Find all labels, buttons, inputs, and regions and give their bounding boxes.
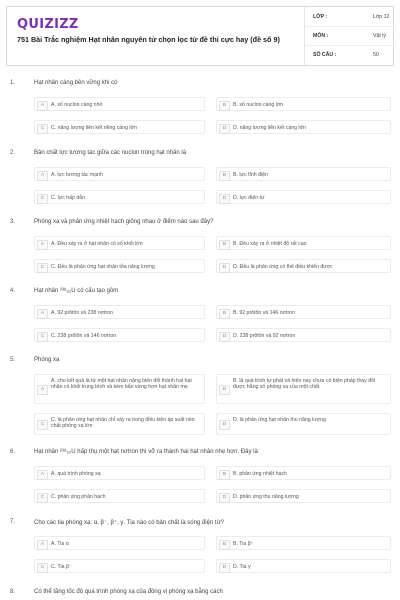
option-d[interactable] bbox=[216, 190, 391, 204]
count-value: 50 bbox=[373, 52, 379, 58]
option-letter: B bbox=[219, 240, 230, 250]
question-number: 2. bbox=[10, 150, 16, 156]
option-letter: A bbox=[37, 470, 48, 480]
option-text: B. 92 prôtôn và 146 nơtron bbox=[233, 310, 295, 316]
option-letter: C bbox=[37, 420, 48, 430]
worksheet-header bbox=[6, 6, 394, 66]
option-letter: B bbox=[219, 309, 230, 319]
option-text: D. phản ứng thu năng lượng bbox=[233, 494, 299, 500]
question-number: 5. bbox=[10, 357, 16, 363]
option-a[interactable] bbox=[34, 236, 205, 250]
option-letter: B bbox=[219, 171, 230, 181]
option-text: D. là phản ứng hạt nhân thu năng lượng bbox=[233, 417, 326, 423]
option-text: D. 238 prôtôn và 92 nơtron bbox=[233, 333, 296, 339]
option-letter: D bbox=[219, 194, 230, 204]
subject-label: MÔN : bbox=[313, 33, 329, 39]
option-letter: A bbox=[37, 309, 48, 319]
option-text: C. lực hấp dẫn bbox=[51, 195, 86, 201]
option-d[interactable] bbox=[216, 413, 391, 435]
question-number: 3. bbox=[10, 219, 16, 225]
option-text: C. là phản ứng hạt nhân chỉ xảy ra trong điều kiện áp suất nén chất phóng xạ lớn bbox=[51, 417, 195, 430]
option-text: C. Đều là phản ứng hạt nhân tỏa năng lượng bbox=[51, 264, 155, 270]
question-text: Phóng xạ bbox=[34, 357, 60, 363]
subject-row bbox=[305, 26, 396, 46]
option-letter: D bbox=[219, 563, 230, 573]
option-letter: C bbox=[37, 194, 48, 204]
option-text: A. 92 prôtôn và 238 nơtron bbox=[51, 310, 113, 316]
option-text: C. 238 prôtôn và 146 nơtron bbox=[51, 333, 117, 339]
class-label: LỚP : bbox=[313, 14, 328, 20]
option-a[interactable] bbox=[34, 536, 205, 550]
option-letter: C bbox=[37, 124, 48, 134]
question-number: 7. bbox=[10, 519, 16, 525]
option-b[interactable] bbox=[216, 167, 391, 181]
option-text: B. Đều xảy ra ở nhiệt độ rất cao bbox=[233, 241, 307, 247]
option-c[interactable] bbox=[34, 190, 205, 204]
option-letter: A bbox=[37, 540, 48, 550]
question-number: 6. bbox=[10, 449, 16, 455]
option-text: A. cho kết quả là từ một hạt nhân nặng biến đổi thành hai hạt nhân có khối trung bình và kèm bắn vừng hơn hạt nhân mẹ bbox=[51, 378, 192, 391]
option-letter: D bbox=[219, 263, 230, 273]
option-letter: C bbox=[37, 563, 48, 573]
option-letter: B bbox=[219, 470, 230, 480]
quizizz-logo: QUIZIZZ bbox=[17, 17, 79, 32]
question-text: Phóng xạ và phản ứng nhiệt hạch giống nhau ở điểm nào sau đây? bbox=[34, 219, 214, 225]
option-text: B. phản ứng nhiệt hạch bbox=[233, 471, 287, 477]
option-letter: A bbox=[37, 385, 48, 395]
option-letter: A bbox=[37, 171, 48, 181]
option-letter: D bbox=[219, 493, 230, 503]
option-b[interactable] bbox=[216, 305, 391, 319]
question-number: 4. bbox=[10, 288, 16, 294]
question-text: Cho các tia phóng xạ: α, β⁻, β⁺, γ. Tia nào có bản chất là sóng điện từ? bbox=[34, 520, 224, 526]
option-b[interactable] bbox=[216, 466, 391, 480]
option-text: D. năng lượng liên kết càng lớn bbox=[233, 125, 306, 131]
option-text: D. lực điện từ bbox=[233, 195, 265, 201]
option-c[interactable] bbox=[34, 559, 205, 573]
option-letter: A bbox=[37, 240, 48, 250]
option-letter: B bbox=[219, 101, 230, 111]
option-letter: D bbox=[219, 124, 230, 134]
worksheet-title: 751 Bài Trắc nghiệm Hạt nhân nguyên tử chọn lọc từ đề thi cực hay (đề số 9) bbox=[17, 35, 280, 44]
question-text: Hạt nhân càng bền vững khi có bbox=[34, 80, 118, 86]
question-number: 1. bbox=[10, 80, 16, 86]
option-a[interactable] bbox=[34, 374, 205, 404]
meta-panel bbox=[304, 7, 396, 65]
option-text: B. lực tĩnh điện bbox=[233, 172, 268, 178]
option-text: D. Tia γ bbox=[233, 564, 251, 570]
option-letter: C bbox=[37, 493, 48, 503]
option-text: C. Tia β⁻ bbox=[51, 564, 72, 570]
option-letter: D bbox=[219, 332, 230, 342]
question-text: Có thể tăng tốc độ quá trình phóng xạ của đồng vị phóng xạ bằng cách bbox=[34, 589, 223, 595]
count-row bbox=[305, 45, 396, 64]
option-a[interactable] bbox=[34, 167, 205, 181]
option-text: A. quá trình phóng xạ bbox=[51, 471, 101, 477]
option-d[interactable] bbox=[216, 328, 391, 342]
option-a[interactable] bbox=[34, 305, 205, 319]
option-text: B. số nuclon càng lớn bbox=[233, 102, 284, 108]
option-text: C. năng lượng liên kết riêng càng lớn bbox=[51, 125, 137, 131]
count-label: SỐ CÂU : bbox=[313, 52, 337, 58]
option-b[interactable] bbox=[216, 536, 391, 550]
option-a[interactable] bbox=[34, 466, 205, 480]
question-text: Hạt nhân ²³⁸₉₂U có cấu tạo gồm bbox=[34, 288, 119, 294]
option-b[interactable] bbox=[216, 374, 391, 404]
option-letter: C bbox=[37, 263, 48, 273]
question-text: Hạt nhân ²³⁸₉₂U hấp thụ một hạt nơtron thì vỡ ra thành hai hạt nhân nhẹ hơn. Đây là bbox=[34, 449, 258, 455]
option-b[interactable] bbox=[216, 236, 391, 250]
option-d[interactable] bbox=[216, 120, 391, 134]
option-d[interactable] bbox=[216, 259, 391, 273]
option-b[interactable] bbox=[216, 97, 391, 111]
option-text: A. Tia α bbox=[51, 541, 69, 547]
option-text: A. lực tương tác mạnh bbox=[51, 172, 103, 178]
option-text: C. phản ứng phân hạch bbox=[51, 494, 106, 500]
option-text: B. là quá trình tự phát và hiện nay chưa có biện pháp thay đổi được hằng số phóng xạ của một chất bbox=[233, 378, 376, 391]
option-d[interactable] bbox=[216, 559, 391, 573]
subject-value: Vật lý bbox=[373, 33, 386, 39]
class-row bbox=[305, 7, 396, 27]
option-text: A. Đều xảy ra ở hạt nhân có số khối lớn bbox=[51, 241, 143, 247]
option-d[interactable] bbox=[216, 489, 391, 503]
option-text: A. số nuclon càng nhỏ bbox=[51, 102, 103, 108]
question-text: Bản chất lực tương tác giữa các nuclon trong hạt nhân là bbox=[34, 150, 187, 156]
option-letter: D bbox=[219, 420, 230, 430]
option-c[interactable] bbox=[34, 489, 205, 503]
option-a[interactable] bbox=[34, 97, 205, 111]
option-letter: A bbox=[37, 101, 48, 111]
option-letter: B bbox=[219, 385, 230, 395]
option-letter: C bbox=[37, 332, 48, 342]
class-value: Lớp 12 bbox=[373, 14, 390, 20]
option-text: D. Đều là phản ứng có thể điều khiển được bbox=[233, 264, 333, 270]
option-letter: B bbox=[219, 540, 230, 550]
option-c[interactable] bbox=[34, 120, 205, 134]
option-text: B. Tia β⁺ bbox=[233, 541, 254, 547]
question-number: 8. bbox=[10, 589, 16, 595]
option-c[interactable] bbox=[34, 328, 205, 342]
option-c[interactable] bbox=[34, 413, 205, 435]
option-c[interactable] bbox=[34, 259, 205, 273]
